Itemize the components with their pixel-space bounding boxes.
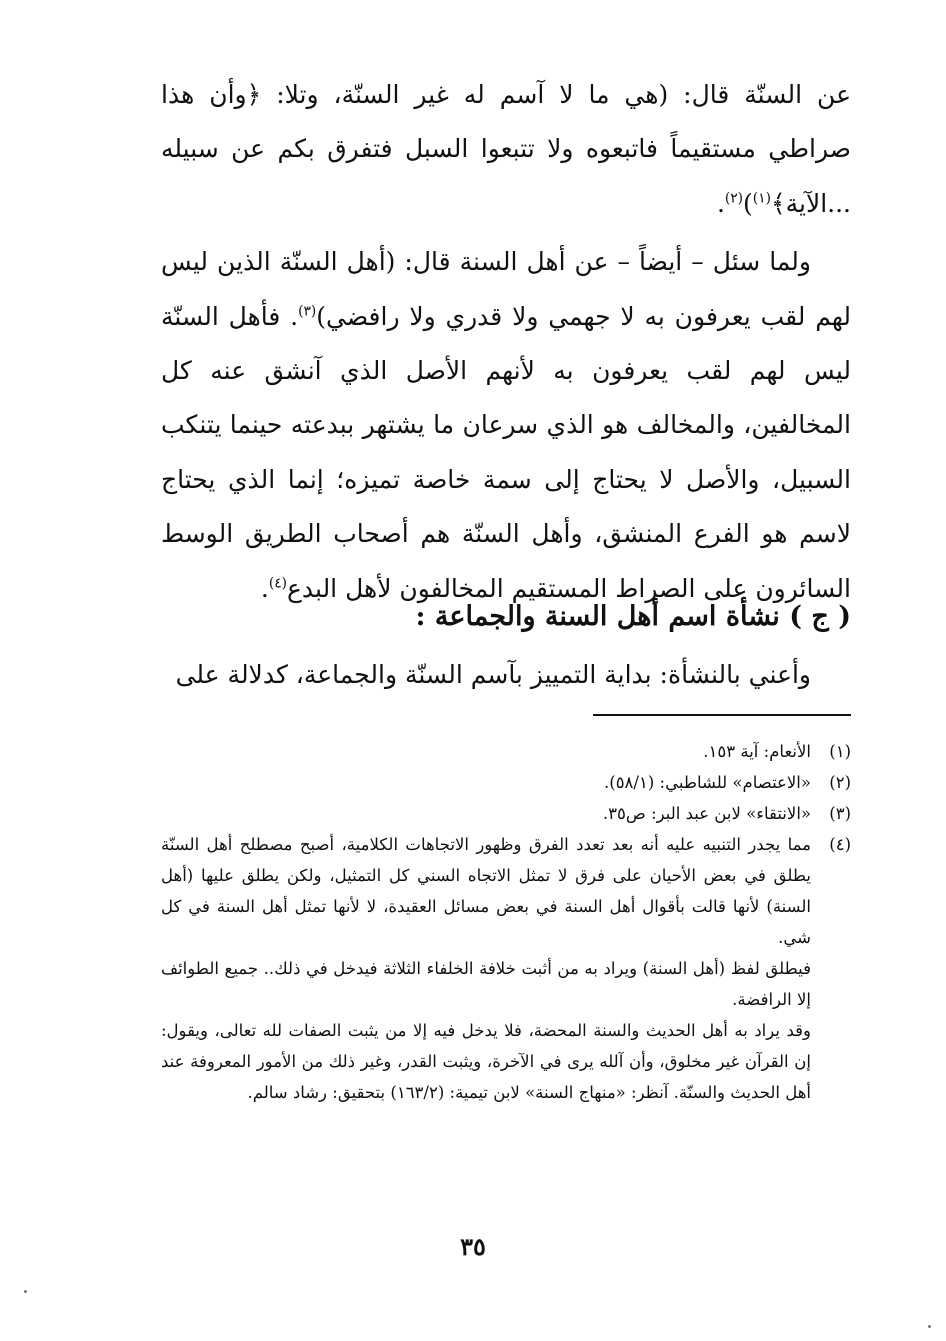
footnote-text: «الانتقاء» لابن عبد البر: ص٣٥.: [602, 804, 811, 823]
section-heading: ( ج ) نشأة اسم أهل السنة والجماعة :: [415, 601, 851, 632]
footnote-text: «الاعتصام» للشاطبي: (٥٨/١).: [604, 773, 811, 792]
footnote-ref-2[interactable]: (٢): [724, 190, 744, 207]
footnote-4: [161, 829, 851, 1108]
footnote-number: (٤): [829, 835, 851, 854]
footnote-ref-1[interactable]: (١): [752, 190, 771, 207]
page-number: ٣٥: [460, 1232, 486, 1261]
scan-speck: [24, 1290, 27, 1293]
footnote-1: [161, 736, 851, 767]
paragraph-2: ولما سئل – أيضاً – عن أهل السنة قال: (أهل السنّة الذين ليس لهم لقب يعرفون به لا جهمي ولا قدري ولا رافضي)$^{(٣)}$. فأهل السنّة ليس لهم لقب يعرفون به لأنهم الأصل الذي آنشق عنه كل المخالفين، والمخالف هو الذي سرعان ما يشتهر ببدعته حينما يتنكب السبيل، والأصل لا يحتاج إلى سمة خاصة تميزه؛ إنما الذي يحتاج لاسم هو الفرع المنشق، وأهل السنّة هم أصحاب الطريق الوسط السائرون على الصراط المستقيم المخالفون لأهل البدع$^{(٤)}$.: [161, 247, 851, 603]
footnote-text: فيطلق لفظ (أهل السنة) ويراد به من أثبت خلافة الخلفاء الثلاثة فيدخل في ذلك.. جميع الطوائف إلا الرافضة.: [161, 959, 811, 1009]
footnotes: [161, 736, 851, 1108]
footnote-text: وقد يراد به أهل الحديث والسنة المحضة، فلا يدخل فيه إلا من يثبت الصفات لله تعالى، ويقول: إن القرآن غير مخلوق، وأن آلله يرى في الآخرة، ويثبت القدر، وغير ذلك من الأمور المعروفة عند أهل الحديث والسنّة. آنظر: «منهاج السنة» لابن تيمية: (١٦٣/٢) بتحقيق: رشاد سالم.: [161, 1021, 811, 1102]
footnote-2: [161, 767, 851, 798]
footnote-3: [161, 798, 851, 829]
footnote-text: مما يجدر التنبيه عليه أنه بعد تعدد الفرق وظهور الاتجاهات الكلامية، أصبح مصطلح أهل السنّة يطلق في بعض الأحيان على فرق لا تمثل الاتجاه السني كل التمثيل، ولكن يطلق عليها (أهل السنة) لأنها قالت بأقوال أهل السنة في بعض مسائل العقيدة، لا لأنها تمثل أهل السنة في كل شي.: [161, 835, 811, 947]
paragraph-1: عن السنّة قال: (هي ما لا آسم له غير السنّة، وتلا: ﴿وأن هذا صراطي مستقيماً فاتبعوه ولا تتبعوا السبل فتفرق بكم عن سبيله ...الآية﴾$^{(١)}$)$^{(٢)}$.: [161, 80, 851, 218]
footnote-divider: [593, 714, 851, 716]
footnote-number: (٢): [829, 773, 851, 792]
footnote-text: الأنعام: آية ١٥٣.: [703, 742, 811, 761]
footnote-ref-3[interactable]: (٣): [298, 303, 317, 320]
section-paragraph: وأعني بالنشأة: بداية التمييز بآسم السنّة والجماعة، كدلالة على: [175, 660, 811, 689]
scan-speck: [928, 1325, 931, 1328]
footnote-number: (٣): [829, 804, 851, 823]
footnote-ref-4[interactable]: (٤): [268, 575, 287, 592]
footnote-number: (١): [829, 742, 851, 761]
main-text: [161, 68, 851, 616]
